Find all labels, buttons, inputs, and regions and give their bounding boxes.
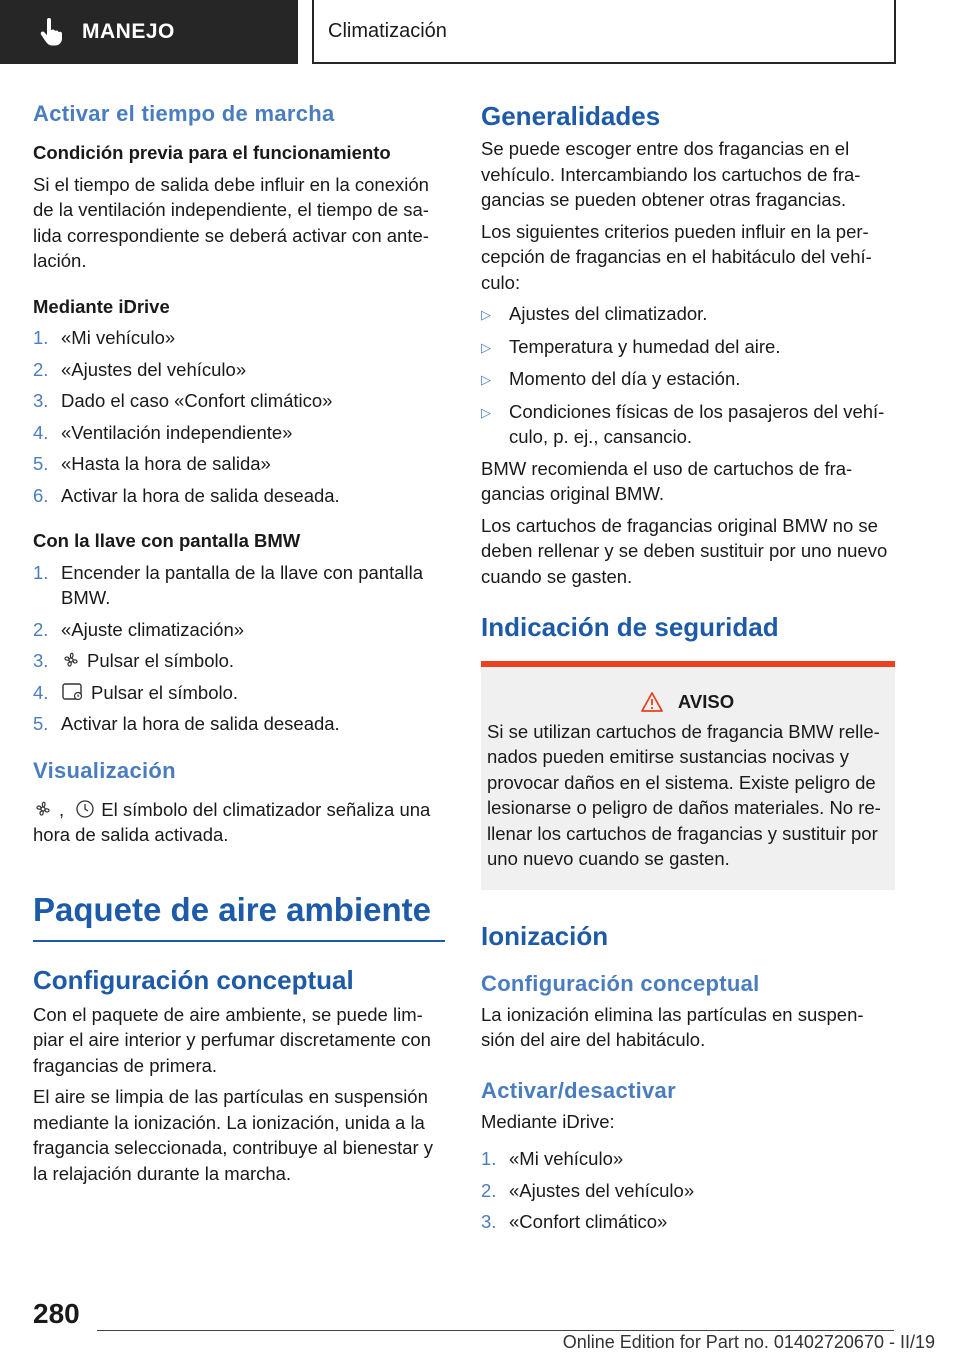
- list-item: 3. Dado el caso «Confort climático»: [33, 390, 333, 411]
- list-item: ▷ Temperatura y humedad del aire.: [481, 334, 895, 361]
- list-item: 4. Pulsar el símbolo.: [33, 681, 239, 703]
- left-column: [33, 100, 445, 1192]
- key-title: Con la llave con pantalla BMW: [33, 530, 301, 551]
- heading-ionizacion: Ionización: [481, 920, 609, 951]
- idrive-steps: [33, 325, 445, 508]
- footer-divider: [97, 1330, 894, 1331]
- heading-visualizacion: Visualización: [33, 757, 176, 783]
- section-label: MANEJO: [82, 20, 175, 43]
- triangle-bullet-icon: ▷: [481, 372, 491, 387]
- chapter-label: Climatización: [328, 19, 447, 42]
- clock-icon: [75, 799, 95, 819]
- heading-generalidades: Generalidades: [481, 101, 661, 131]
- right-column: [481, 100, 895, 1255]
- list-item: 6. Activar la hora de salida deseada.: [33, 484, 340, 506]
- list-item: 1. «Mi vehículo»: [481, 1148, 624, 1169]
- idrive2-steps: [481, 1146, 895, 1235]
- heading-config: Configuración conceptual: [33, 964, 354, 995]
- list-item: 5. Activar la hora de salida deseada.: [33, 713, 340, 734]
- visual-text: , El símbolo del climatizador señaliza una hora de salida activada.: [33, 798, 431, 845]
- list-item: ▷ Momento del día y estación.: [481, 366, 895, 393]
- gen-p1: Se puede escoger entre dos fragancias en el vehículo. Intercambiando los cartuchos de fra-gancias se pueden obtener otras fragancias.: [481, 138, 861, 210]
- idrive2-label: Mediante iDrive:: [481, 1110, 615, 1132]
- gen-p4: Los cartuchos de fragancias original BMW no se deben rellenar y se deben sustituir por uno nuevo cuando se gasten.: [481, 514, 888, 587]
- list-item: 1. Encender la pantalla de la llave con pantalla BMW.: [33, 561, 424, 608]
- fan-icon: [33, 799, 53, 819]
- chapter-tab: [312, 0, 896, 64]
- config-p2: El aire se limpia de las partículas en suspensión mediante la ionización. La ionización, unida a la fragancia seleccionada, contribuye al bienestar y la relajación durante la marcha.: [33, 1086, 434, 1184]
- heading-paquete: Paquete de aire ambiente: [33, 890, 445, 942]
- list-item: 2. «Ajuste climatización»: [33, 618, 245, 640]
- cond-text: Si el tiempo de salida debe influir en la conexión de la ventilación independiente, el tiempo de sa-lida correspondiente se deberá activar con ante-lación.: [33, 173, 429, 271]
- list-item: ▷ Ajustes del climatizador.: [481, 301, 895, 328]
- list-item: 3. «Confort climático»: [481, 1211, 668, 1232]
- list-item: 2. «Ajustes del vehículo»: [481, 1179, 695, 1201]
- triangle-bullet-icon: ▷: [481, 404, 491, 420]
- list-item: 4. «Ventilación independiente»: [33, 421, 293, 443]
- fan-icon: [61, 650, 81, 670]
- key-steps: [33, 560, 445, 737]
- ion-text: La ionización elimina las partículas en suspen-sión del aire del habitáculo.: [481, 1003, 864, 1050]
- heading-activar2: Activar/desactivar: [481, 1077, 676, 1103]
- triangle-bullet-icon: ▷: [481, 307, 491, 322]
- warning-text: Si se utilizan cartuchos de fragancia BMW relle-nados pueden emitirse sustancias nocivas y provocar daños en el sistema. Existe peligro de lesionarse o peligro de daños materiales. No re-llenar los cartuchos de fragancias y sustituir por uno nuevo cuando se gasten.: [487, 720, 881, 869]
- list-item: 5. «Hasta la hora de salida»: [33, 453, 271, 474]
- heading-seguridad: Indicación de seguridad: [481, 612, 779, 642]
- warning-title: AVISO: [487, 689, 887, 715]
- list-item: 3. Pulsar el símbolo.: [33, 650, 235, 671]
- list-item: 2. «Ajustes del vehículo»: [33, 358, 247, 380]
- criteria-list: [481, 301, 895, 450]
- gen-p2: Los siguientes criterios pueden influir en la per-cepción de fragancias en el habitáculo del vehí-culo:: [481, 220, 872, 293]
- cond-title: Condición previa para el funcionamiento: [33, 142, 391, 163]
- hand-pointer-icon: [40, 18, 64, 46]
- warning-triangle-icon: [640, 691, 664, 713]
- idrive-title: Mediante iDrive: [33, 295, 170, 317]
- section-tab: [0, 0, 298, 64]
- timer-square-icon: [61, 682, 85, 702]
- gen-p3: BMW recomienda el uso de cartuchos de fra-gancias original BMW.: [481, 457, 853, 504]
- edition-text: Online Edition for Part no. 01402720670 - II/19: [562, 1332, 935, 1352]
- page-number: 280: [33, 1298, 80, 1329]
- heading-config2: Configuración conceptual: [481, 970, 760, 996]
- heading-activar-tiempo: Activar el tiempo de marcha: [33, 101, 335, 126]
- warning-box: [481, 661, 895, 890]
- list-item: 1. «Mi vehículo»: [33, 327, 176, 348]
- list-item: ▷ Condiciones físicas de los pasajeros del vehí-culo, p. ej., cansancio.: [481, 399, 895, 450]
- triangle-bullet-icon: ▷: [481, 339, 491, 355]
- config-p1: Con el paquete de aire ambiente, se puede lim-piar el aire interior y perfumar discretamente con fragancias de primera.: [33, 1003, 431, 1076]
